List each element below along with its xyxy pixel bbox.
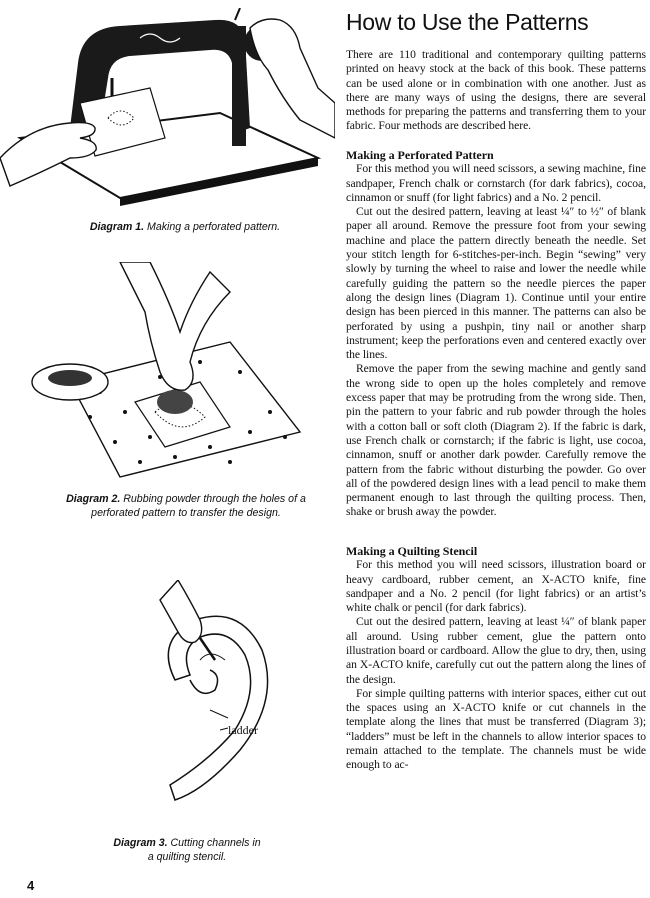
diagram-1-illustration	[0, 8, 335, 208]
section-1-paragraph-3: Remove the paper from the sewing machine and gently sand the wrong side to open up the holes completely and remove excess paper that may be protruding from the wrong side. Then, pin the pattern to your fabric and rub powder through the holes with a cotton ball or soft cloth (Diagram 2). If the fabric is dark, use French chalk or cornstarch; if the fabric is light, use cocoa, cinnamon, snuff or another dark powder. Carefully remove the pattern from the fabric without disturbing the powder. Go over all of the powdered design lines with a lead pencil to make them permanent enough to last through the quilting process. Then, shake or brush away the powder.	[346, 362, 646, 519]
page-title: How to Use the Patterns	[346, 9, 589, 35]
diagram-2-label: Diagram 2.	[66, 493, 121, 505]
section-2-paragraph-3: For simple quilting patterns with interior spaces, either cut out the spaces using an X-ACTO knife or cut channels in the template along the lines that must be transferred (Diagram 3); “ladders” must be left in the channels to allow interior spaces to remain attached to the template. The channels must be wide enough to ac-	[346, 686, 646, 772]
rubbing-powder-drawing	[0, 262, 335, 487]
diagram-1-label: Diagram 1.	[89, 221, 145, 233]
diagram-1-text: Making a perforated pattern.	[147, 221, 281, 233]
section-1-heading: Making a Perforated Pattern	[346, 147, 494, 162]
intro-paragraph: There are 110 traditional and contemporary quilting patterns printed on heavy stock at the back of this book. These patterns can be used alone or in combination with one another. Just as there are many ways of using the designs, there are several methods for preparing the patterns and transferring them to your fabric. Four methods are described here.	[346, 48, 646, 133]
sewing-machine-drawing	[0, 8, 335, 208]
diagram-3-text: Cutting channels in a quilting stencil.	[147, 837, 261, 863]
section-2-paragraph-2: Cut out the desired pattern, leaving at least ¼″ of blank paper all around. Using rubber cement, glue the pattern onto illustration board or cardboard. Allow the glue to dry, then, using an X-ACTO knife, carefully cut out the pattern along the lines of the design.	[346, 615, 646, 686]
diagram-3-illustration	[0, 580, 335, 820]
diagram-2-caption	[55, 492, 317, 520]
section-1-paragraph-2: Cut out the desired pattern, leaving at least ¼″ to ½″ of blank paper all around. Remove the pressure foot from your sewing machine and place the pattern directly beneath the needle. Set your stitch length for 6-stitches-per-inch. Begin “sewing” very slowly by turning the wheel to raise and lower the needle while carefully guiding the pattern so the needle pierces the paper along the design lines (Diagram 1). Continue until your entire design has been pierced in this manner. The patterns can also be perforated by using a pushpin, tiny nail or another sharp instrument; keep the perforations even and centered exactly over the lines.	[346, 205, 646, 362]
section-perforated-pattern	[346, 148, 646, 520]
diagram-3-caption	[112, 836, 262, 864]
ladder-callout: ladder	[228, 723, 258, 737]
section-2-paragraph-1: For this method you will need scissors, illustration board or heavy cardboard, rubber cement, an X-ACTO knife, fine sandpaper and a No. 2 pencil (for light fabrics) or an artist’s white chalk or pencil (for dark fabrics).	[346, 558, 646, 615]
section-2-heading: Making a Quilting Stencil	[346, 543, 478, 558]
diagram-2-illustration	[0, 262, 335, 487]
quilting-stencil-drawing	[0, 580, 335, 820]
text-column	[346, 8, 646, 773]
section-1-paragraph-1: For this method you will need scissors, a sewing machine, fine sandpaper, French chalk or cornstarch (for dark fabrics), cocoa, cinnamon or snuff (for light fabrics) and a No. 2 pencil.	[346, 162, 646, 204]
diagram-3-label: Diagram 3.	[113, 837, 168, 849]
page-number: 4	[27, 878, 35, 893]
diagram-2-text: Rubbing powder through the holes of a perforated pattern to transfer the design.	[91, 493, 306, 519]
diagram-1-caption	[70, 220, 300, 234]
section-quilting-stencil	[346, 544, 646, 773]
